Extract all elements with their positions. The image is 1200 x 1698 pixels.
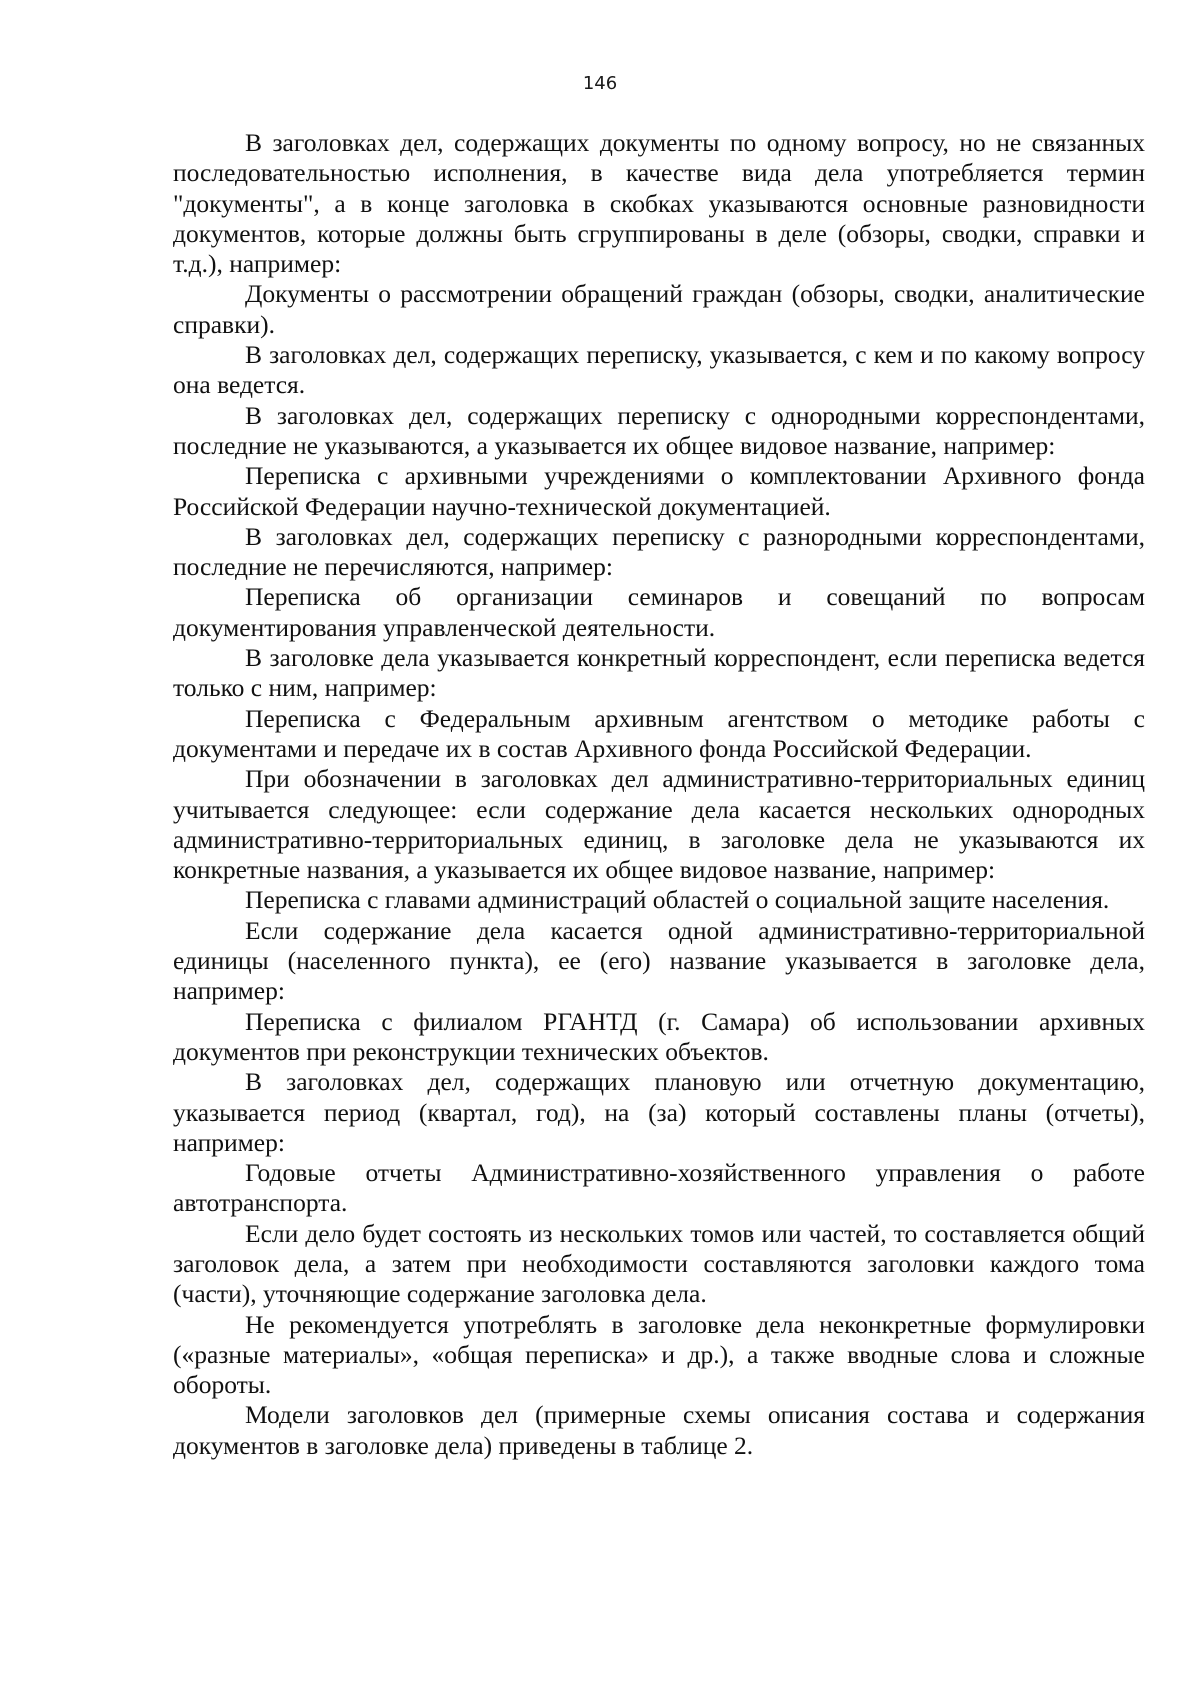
paragraph: В заголовках дел, содержащих переписку, указывается, с кем и по какому вопросу она ведется. xyxy=(173,340,1145,400)
paragraph-example: Переписка с филиалом РГАНТД (г. Самара) об использовании архивных документов при реконструкции технических объектов. xyxy=(173,1006,1145,1066)
paragraph: При обозначении в заголовках дел административно-территориальных единиц учитывается следующее: если содержание дела касается нескольких однородных административно-территориальных единиц, в заголовке дела не указываются их конкретные названия, а указывается их общее видовое название, например: xyxy=(173,764,1145,885)
paragraph-example: Годовые отчеты Административно-хозяйственного управления о работе автотранспорта. xyxy=(173,1158,1145,1218)
page-number: 146 xyxy=(582,73,618,94)
paragraph: В заголовках дел, содержащих плановую или отчетную документацию, указывается период (квартал, год), на (за) который составлены планы (отчеты), например: xyxy=(173,1067,1145,1157)
paragraph-example: Документы о рассмотрении обращений граждан (обзоры, сводки, аналитические справки). xyxy=(173,279,1145,339)
document-body xyxy=(173,128,1145,1461)
paragraph: В заголовках дел, содержащих документы по одному вопросу, но не связанных последовательностью исполнения, в качестве вида дела употребляется термин "документы", а в конце заголовка в скобках указываются основные разновидности документов, которые должны быть сгруппированы в деле (обзоры, сводки, справки и т.д.), например: xyxy=(173,128,1145,279)
paragraph: В заголовках дел, содержащих переписку с однородными корреспондентами, последние не указываются, а указывается их общее видовое название, например: xyxy=(173,400,1145,460)
paragraph: Если содержание дела касается одной административно-территориальной единицы (населенного пункта), ее (его) название указывается в заголовке дела, например: xyxy=(173,915,1145,1006)
paragraph: В заголовках дел, содержащих переписку с разнородными корреспондентами, последние не перечисляются, например: xyxy=(173,521,1145,582)
paragraph-example: Переписка с архивными учреждениями о комплектовании Архивного фонда Российской Федерации научно-технической документацией. xyxy=(173,461,1145,521)
paragraph: В заголовке дела указывается конкретный корреспондент, если переписка ведется только с ним, например: xyxy=(173,643,1145,703)
paragraph-example: Переписка с главами администраций областей о социальной защите населения. xyxy=(245,885,1110,915)
paragraph: Не рекомендуется употреблять в заголовке дела неконкретные формулировки («разные материалы», «общая переписка» и др.), а также вводные слова и сложные обороты. xyxy=(173,1309,1145,1400)
paragraph-example: Переписка с Федеральным архивным агентством о методике работы с документами и передаче их в состав Архивного фонда Российской Федерации. xyxy=(173,703,1145,763)
paragraph-example: Переписка об организации семинаров и совещаний по вопросам документирования управленческой деятельности. xyxy=(173,582,1145,642)
paragraph: Модели заголовков дел (примерные схемы описания состава и содержания документов в заголовке дела) приведены в таблице 2. xyxy=(173,1400,1145,1460)
paragraph: Если дело будет состоять из нескольких томов или частей, то составляется общий заголовок дела, а затем при необходимости составляются заголовки каждого тома (части), уточняющие содержание заголовка дела. xyxy=(173,1218,1145,1309)
